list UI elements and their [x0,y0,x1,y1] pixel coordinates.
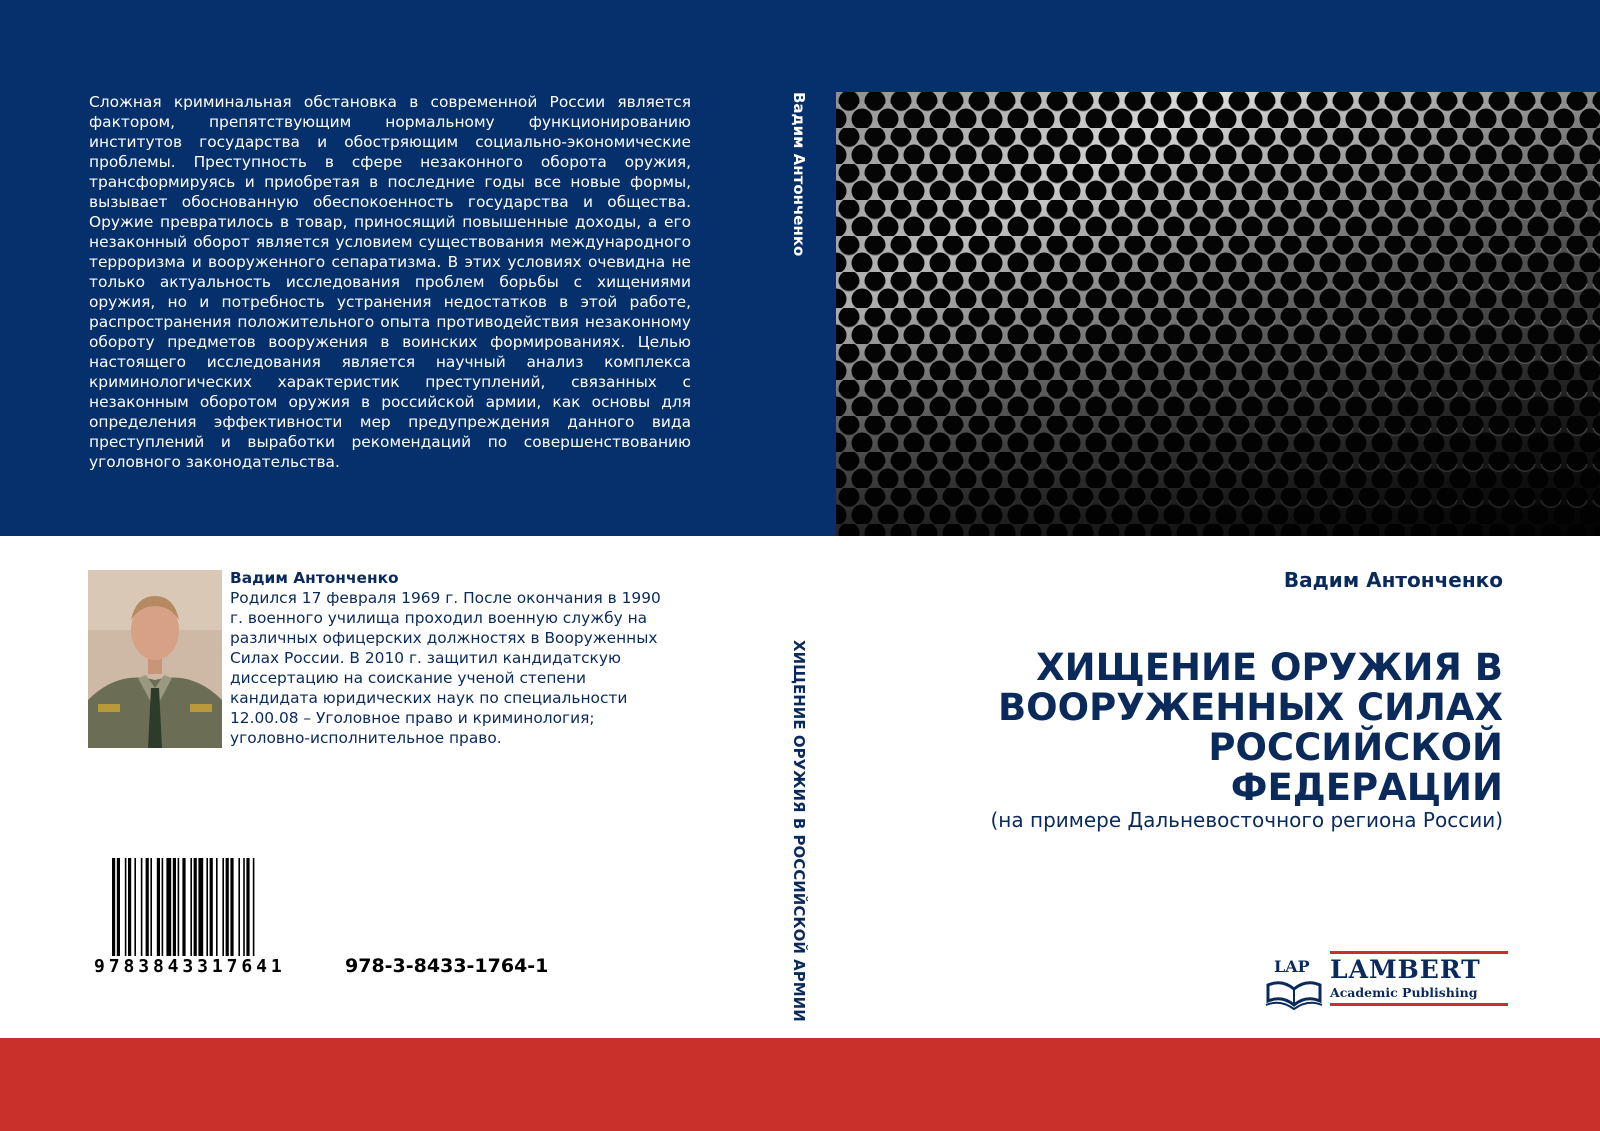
front-title-line: ФЕДЕРАЦИИ [1230,766,1503,809]
barcode-bar [178,858,180,958]
barcode-bar [141,858,143,958]
front-author: Вадим Антонченко [1283,568,1503,592]
barcode-bar [157,858,160,958]
publisher-tagline: Academic Publishing [1330,985,1478,1000]
barcode-bar [243,858,245,958]
barcode-bar [198,858,203,958]
barcode-bar [162,858,164,958]
logo-rule-bottom [1330,1003,1508,1006]
front-title [863,648,1503,808]
barcode-bar [206,858,208,958]
back-cover-blurb: Сложная криминальная обстановка в современной России является фактором, препятствующим нормальному функционированию институтов государства и обостряющим социально-экономические проблемы. Преступность в сфере незаконного оборота оружия, трансформируясь и приобретая в последние годы все новые формы, вызывает обоснованную обеспокоенность государства и общества. Оружие превратилось в товар, приносящий повышенные доходы, а его незаконный оборот является условием существования международного терроризма и вооруженного сепаратизма. В этих условиях очевидна не только актуальность исследования проблем борьбы с хищениями оружия, но и потребность устранения недостатков в этой работе, распространения положительного опыта противодействия незаконному обороту предметов вооружения в воинских формированиях. Целью настоящего исследования является научный анализ комплекса криминологических характеристик преступлений, связанных с незаконным оборотом оружия в российской армии, как основы для определения эффективности мер предупреждения данного вида преступлений и выработки рекомендаций по совершенствованию уголовного законодательства. [89,93,691,471]
barcode-bar [253,858,255,970]
isbn: 978-3-8433-1764-1 [345,955,549,977]
barcode-bar [230,858,233,958]
barcode-bar [128,858,131,958]
barcode-bar [182,858,185,958]
barcode-digits: 9783843317641 [94,956,286,977]
barcode-bar [134,858,136,958]
publisher-name: LAMBERT [1330,955,1481,984]
author-bio [230,568,670,748]
barcode-bar [190,858,192,958]
front-title-line: РОССИЙСКОЙ [1208,726,1503,769]
spine-title: ХИЩЕНИЕ ОРУЖИЯ В РОССИЙСКОЙ АРМИИ [790,640,808,1022]
spine-author: Вадим Антонченко [790,92,808,257]
barcode-bar [150,858,152,958]
publisher-badge: LAP [1274,957,1310,976]
perforated-metal-image [836,92,1600,536]
barcode-bar [238,858,240,958]
publisher-logo [1262,955,1508,1015]
front-subtitle: (на примере Дальневосточного региона России) [990,808,1503,832]
barcode-bar [194,858,197,958]
barcode-bar [210,858,213,958]
barcode-bar [125,858,127,958]
logo-rule-top [1330,951,1508,954]
barcode-bar [173,858,176,958]
barcode-bar [112,858,115,970]
barcode-bar [216,858,218,958]
front-title-line: ХИЩЕНИЕ ОРУЖИЯ В [1036,646,1503,689]
author-photo [88,570,222,748]
barcode-bar [226,858,229,958]
barcode-bar [222,858,224,958]
front-title-line: ВООРУЖЕННЫХ СИЛАХ [997,686,1503,729]
barcode-bar [246,858,249,958]
bottom-red-band [0,1038,1600,1131]
barcode-bar [166,858,171,958]
bio-author-name: Вадим Антонченко [230,569,399,587]
barcode-bar [117,858,120,970]
barcode-bar [146,858,149,958]
bio-text: Родился 17 февраля 1969 г. После окончания в 1990 г. военного училища проходил военную службу на различных офицерских должностях в Вооруженных Силах России. В 2010 г. защитил кандидатскую диссертацию на соискание ученой степени кандидата юридических наук по специальности 12.00.08 – Уголовное право и криминология; уголовно-исполнительное право. [230,589,661,747]
